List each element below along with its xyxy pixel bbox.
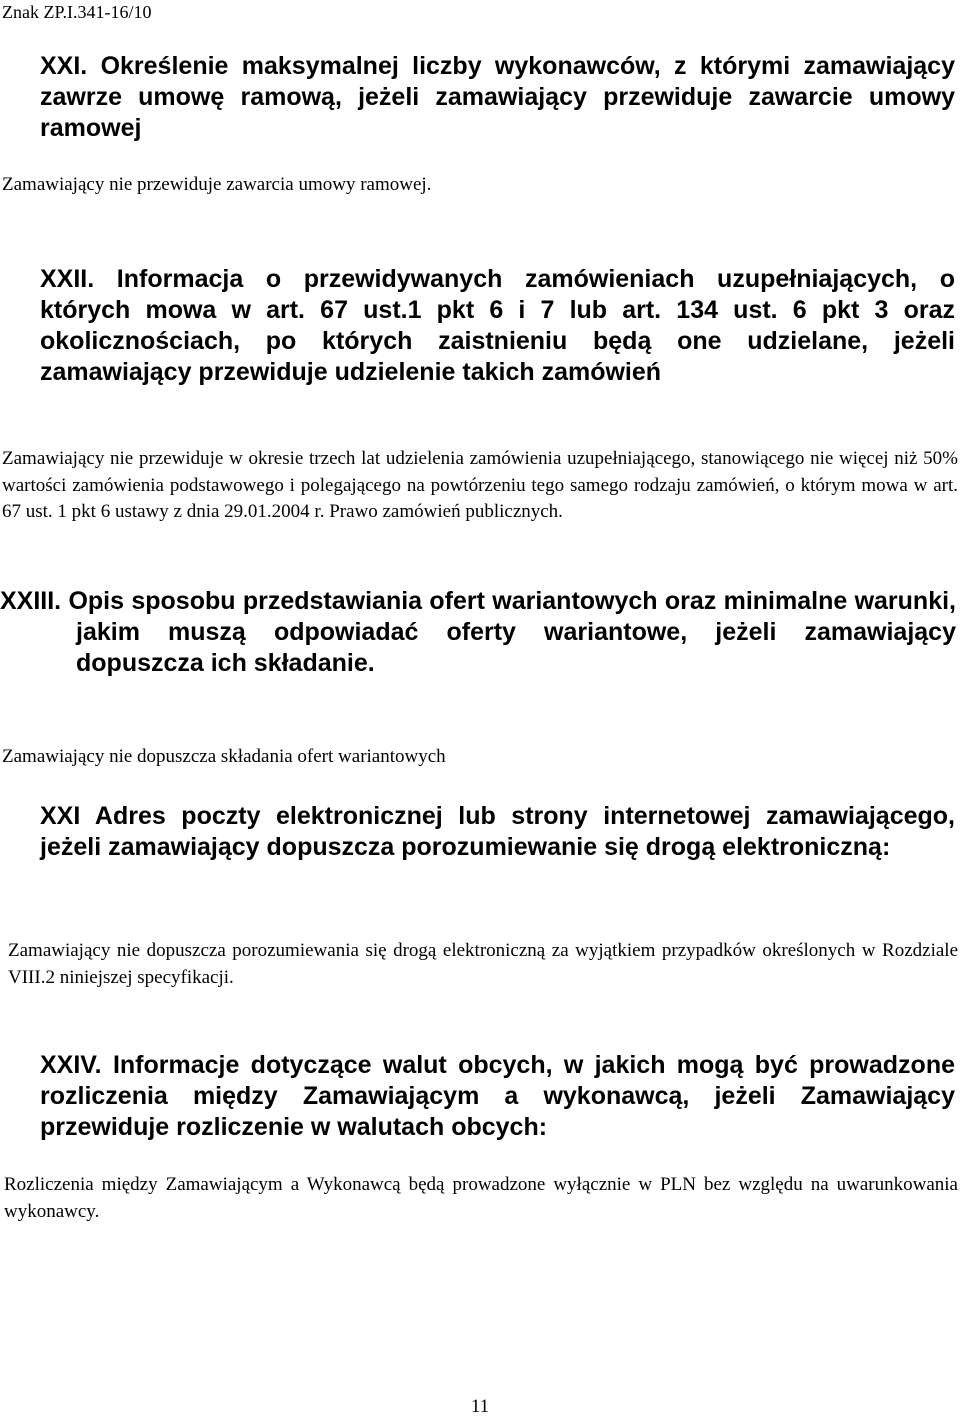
section-number: XXI. bbox=[40, 52, 88, 80]
section-number: XXIII. bbox=[0, 587, 62, 615]
section-title: Adres poczty elektronicznej lub strony internetowej zamawiającego, jeżeli zamawiający dopuszcza porozumiewanie się drogą elektroniczną: bbox=[40, 802, 955, 861]
section-body-xxiii: Zamawiający nie dopuszcza składania ofert wariantowych bbox=[2, 746, 446, 767]
section-title: Informacje dotyczące walut obcych, w jakich mogą być prowadzone rozliczenia między Zamawiającym a wykonawcą, jeżeli Zamawiający przewiduje rozliczenie w walutach obcych: bbox=[40, 1051, 955, 1141]
document-reference: Znak ZP.I.341-16/10 bbox=[2, 2, 152, 22]
section-body-xxi-address: Zamawiający nie dopuszcza porozumiewania się drogą elektroniczną za wyjątkiem przypadków określonych w Rozdziale VIII.2 niniejszej specyfikacji. bbox=[8, 940, 958, 988]
section-number: XXIV. bbox=[40, 1051, 102, 1079]
section-title: Opis sposobu przedstawiania ofert wariantowych oraz minimalne warunki, jakim muszą odpowiadać oferty wariantowe, jeżeli zamawiający dopuszcza ich składanie. bbox=[68, 587, 956, 677]
section-number: XXII. bbox=[40, 265, 95, 293]
section-heading-xxiii bbox=[0, 586, 956, 679]
section-heading-xxi-address bbox=[40, 801, 955, 863]
section-title: Określenie maksymalnej liczby wykonawców, z którymi zamawiający zawrze umowę ramową, jeżeli zamawiający przewiduje zawarcie umowy ramowej bbox=[40, 52, 955, 142]
section-body-xxii: Zamawiający nie przewiduje w okresie trzech lat udzielenia zamówienia uzupełniającego, stanowiącego nie więcej niż 50% wartości zamówienia podstawowego i polegającego na powtórzeniu tego samego rodzaju zamówień, o którym mowa w art. 67 ust. 1 pkt 6 ustawy z dnia 29.01.2004 r. Prawo zamówień publicznych. bbox=[2, 448, 958, 522]
section-heading-xxi bbox=[40, 51, 955, 144]
page-number: 11 bbox=[470, 1396, 490, 1417]
section-heading-xxii bbox=[40, 264, 955, 388]
section-heading-xxiv bbox=[40, 1050, 955, 1143]
section-body-xxi: Zamawiający nie przewiduje zawarcia umowy ramowej. bbox=[2, 174, 432, 195]
section-number: XXI bbox=[40, 802, 81, 830]
section-title: Informacja o przewidywanych zamówieniach uzupełniających, o których mowa w art. 67 ust.1 pkt 6 i 7 lub art. 134 ust. 6 pkt 3 oraz okolicznościach, po których zaistnieniu będą one udzielane, jeżeli zamawiający przewiduje udzielenie takich zamówień bbox=[40, 265, 955, 386]
section-body-xxiv: Rozliczenia między Zamawiającym a Wykonawcą będą prowadzone wyłącznie w PLN bez względu na uwarunkowania wykonawcy. bbox=[4, 1174, 958, 1222]
